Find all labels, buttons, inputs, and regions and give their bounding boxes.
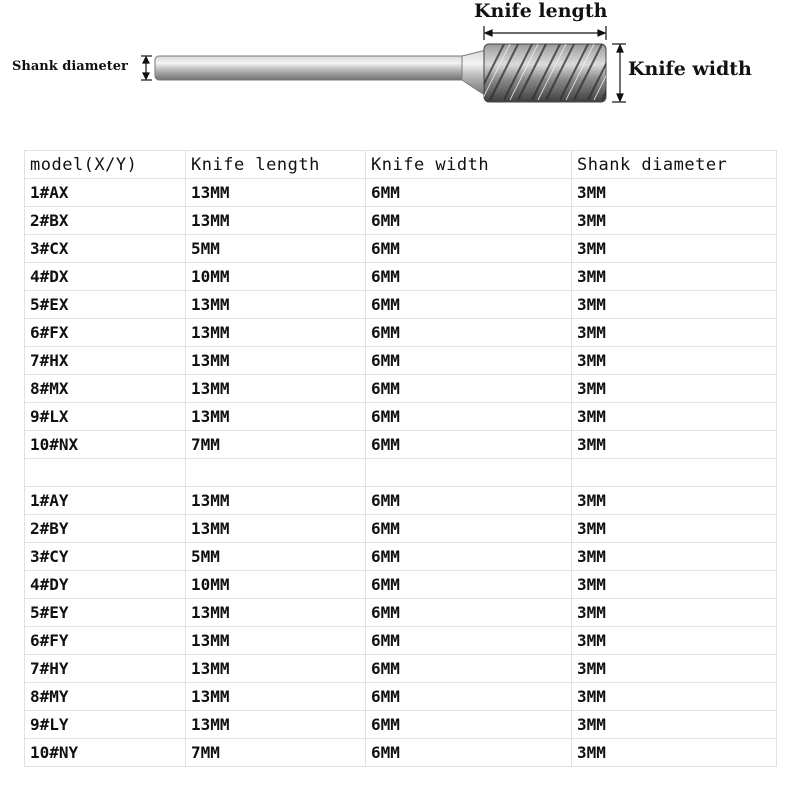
cell-shank-diameter: 3MM: [572, 403, 777, 431]
knife-length-marker: [484, 26, 606, 40]
table-row: [25, 683, 777, 711]
cell-knife-length: 5MM: [186, 543, 366, 571]
cell-knife-length: 13MM: [186, 403, 366, 431]
cell-shank-diameter: 3MM: [572, 739, 777, 767]
table-row: [25, 711, 777, 739]
cell-shank-diameter: 3MM: [572, 431, 777, 459]
table-row: [25, 291, 777, 319]
knife-width-marker: [612, 44, 626, 102]
cell-shank-diameter: 3MM: [572, 571, 777, 599]
table-row: [25, 571, 777, 599]
cell-knife-width: 6MM: [366, 683, 572, 711]
cell-model: 3#CX: [25, 235, 186, 263]
cell-knife-width: 6MM: [366, 319, 572, 347]
shank: [155, 50, 486, 96]
table-row: [25, 235, 777, 263]
cell-shank-diameter: 3MM: [572, 207, 777, 235]
cell-model: 3#CY: [25, 543, 186, 571]
cutter-head: [476, 40, 632, 102]
cell-shank-diameter: 3MM: [572, 599, 777, 627]
cell-knife-width: 6MM: [366, 431, 572, 459]
knife-length-label: Knife length: [474, 0, 608, 22]
header-model: model(X/Y): [25, 151, 186, 179]
cell-model: 9#LX: [25, 403, 186, 431]
header-knife-width: Knife width: [366, 151, 572, 179]
cell-model: 8#MX: [25, 375, 186, 403]
cell-shank-diameter: 3MM: [572, 655, 777, 683]
cell-knife-width: 6MM: [366, 655, 572, 683]
cell-knife-length: 13MM: [186, 291, 366, 319]
table-header-row: [25, 151, 777, 179]
cell-knife-width: 6MM: [366, 515, 572, 543]
cell-shank-diameter: 3MM: [572, 235, 777, 263]
cell-model: 6#FY: [25, 627, 186, 655]
table-row: [25, 627, 777, 655]
spec-table: [24, 150, 777, 767]
cell-knife-length: 10MM: [186, 263, 366, 291]
cell-model: 7#HY: [25, 655, 186, 683]
cell-knife-length: 13MM: [186, 627, 366, 655]
cell-model: 1#AY: [25, 487, 186, 515]
shank-diameter-label: Shank diameter: [12, 59, 128, 74]
cell-knife-length: 13MM: [186, 655, 366, 683]
table-row: [25, 515, 777, 543]
knife-width-label: Knife width: [628, 58, 752, 80]
cell-knife-width: 6MM: [366, 291, 572, 319]
cell-knife-width: 6MM: [366, 403, 572, 431]
cell-shank-diameter: 3MM: [572, 319, 777, 347]
cell-shank-diameter: 3MM: [572, 683, 777, 711]
cell-knife-width: 6MM: [366, 487, 572, 515]
cell-shank-diameter: 3MM: [572, 515, 777, 543]
cell-shank-diameter: 3MM: [572, 179, 777, 207]
cell-model: 9#LY: [25, 711, 186, 739]
table-row: [25, 599, 777, 627]
cell-knife-width: 6MM: [366, 543, 572, 571]
cell-model: 5#EY: [25, 599, 186, 627]
cell-knife-length: 7MM: [186, 739, 366, 767]
cell-shank-diameter: 3MM: [572, 627, 777, 655]
header-shank-diameter: Shank diameter: [572, 151, 777, 179]
cell-knife-width: 6MM: [366, 711, 572, 739]
cell-model: 2#BX: [25, 207, 186, 235]
table-row: [25, 179, 777, 207]
cell-knife-width: 6MM: [366, 179, 572, 207]
cell-shank-diameter: 3MM: [572, 263, 777, 291]
cell-knife-width: 6MM: [366, 235, 572, 263]
cell-model: 6#FX: [25, 319, 186, 347]
cell-model: 10#NX: [25, 431, 186, 459]
table-row: [25, 347, 777, 375]
table-row: [25, 207, 777, 235]
cell-shank-diameter: 3MM: [572, 711, 777, 739]
cell-model: 8#MY: [25, 683, 186, 711]
cell-model: 7#HX: [25, 347, 186, 375]
cell-shank-diameter: 3MM: [572, 543, 777, 571]
cell-knife-length: 13MM: [186, 599, 366, 627]
table-row: [25, 487, 777, 515]
tool-diagram: [0, 0, 800, 140]
cell-knife-length: 13MM: [186, 683, 366, 711]
cell-model: 2#BY: [25, 515, 186, 543]
cell-knife-length: 7MM: [186, 431, 366, 459]
table-row: [25, 319, 777, 347]
cell-model: 1#AX: [25, 179, 186, 207]
cell-knife-width: 6MM: [366, 599, 572, 627]
cell-knife-width: 6MM: [366, 375, 572, 403]
cell-knife-length: 10MM: [186, 571, 366, 599]
cell-model: 10#NY: [25, 739, 186, 767]
shank-diameter-marker: [141, 56, 152, 80]
cell-knife-length: 13MM: [186, 347, 366, 375]
cell-knife-width: 6MM: [366, 347, 572, 375]
cell-knife-length: 13MM: [186, 515, 366, 543]
table-row: [25, 263, 777, 291]
cell-shank-diameter: 3MM: [572, 375, 777, 403]
header-knife-length: Knife length: [186, 151, 366, 179]
table-row: [25, 403, 777, 431]
cell-knife-length: 5MM: [186, 235, 366, 263]
cell-knife-length: 13MM: [186, 487, 366, 515]
cell-knife-length: 13MM: [186, 711, 366, 739]
cell-shank-diameter: 3MM: [572, 487, 777, 515]
cell-knife-length: 13MM: [186, 179, 366, 207]
cell-knife-width: 6MM: [366, 627, 572, 655]
cell-knife-width: 6MM: [366, 207, 572, 235]
cell-shank-diameter: 3MM: [572, 347, 777, 375]
table-row: [25, 543, 777, 571]
table-row: [25, 431, 777, 459]
cell-knife-length: 13MM: [186, 319, 366, 347]
table-row: [25, 375, 777, 403]
cell-shank-diameter: 3MM: [572, 291, 777, 319]
cell-knife-width: 6MM: [366, 739, 572, 767]
cell-model: 5#EX: [25, 291, 186, 319]
cell-model: 4#DX: [25, 263, 186, 291]
cell-knife-length: 13MM: [186, 207, 366, 235]
cell-model: 4#DY: [25, 571, 186, 599]
cell-knife-length: 13MM: [186, 375, 366, 403]
table-row: [25, 655, 777, 683]
table-row: [25, 739, 777, 767]
cell-knife-width: 6MM: [366, 571, 572, 599]
cell-knife-width: 6MM: [366, 263, 572, 291]
separator-row: [25, 459, 777, 487]
